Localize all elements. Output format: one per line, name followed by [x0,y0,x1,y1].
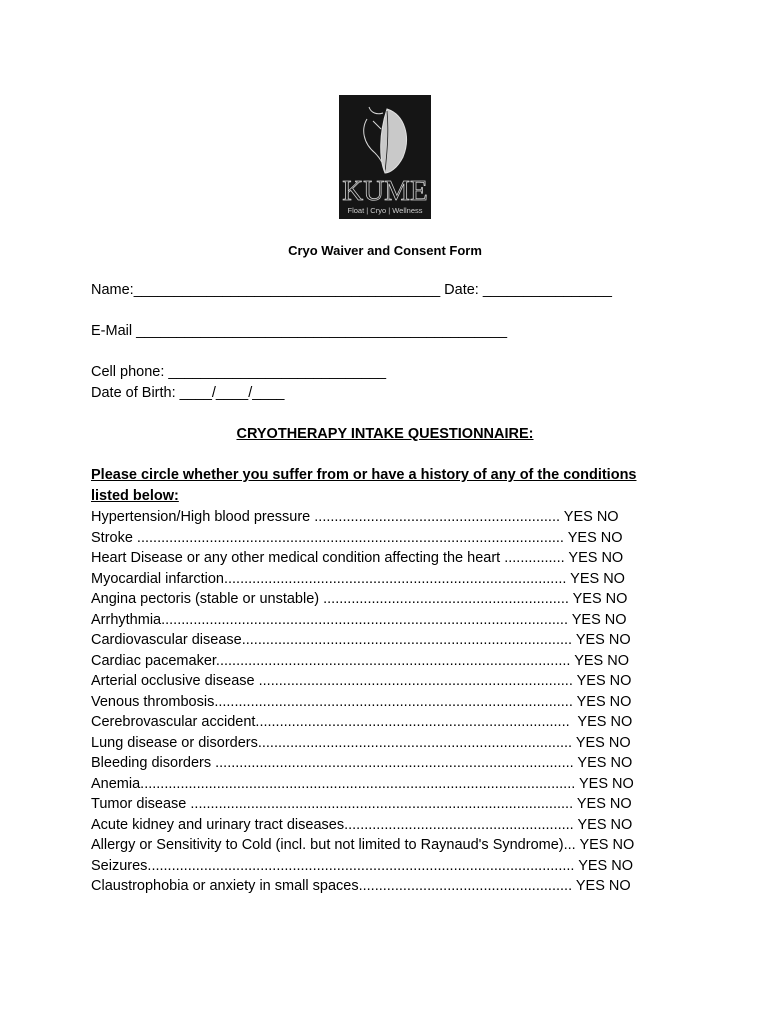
logo-tagline: Float | Cryo | Wellness [347,206,423,215]
condition-item[interactable]: Heart Disease or any other medical condition affecting the heart ............... YES NO [91,550,624,566]
condition-item[interactable]: Arterial occlusive disease .............................................................................. YES NO [91,673,632,689]
condition-item[interactable]: Myocardial infarction..................................................................................... YES NO [91,570,625,587]
condition-item[interactable]: Bleeding disorders ......................................................................................... YES NO [91,755,633,771]
condition-item[interactable]: Anemia............................................................................................................ YES NO [91,775,634,792]
cell-phone-field[interactable]: Cell phone: ___________________________ [91,364,387,380]
name-date-field[interactable]: Name:______________________________________ Date: ________________ [91,282,612,298]
email-field[interactable]: E-Mail ______________________________________________ [91,323,508,339]
condition-item[interactable]: Stroke .......................................................................................................... YES NO [91,529,623,546]
condition-item[interactable]: Tumor disease ............................................................................................... YES NO [91,796,632,812]
condition-item[interactable]: Venous thrombosis......................................................................................... YES NO [91,693,632,710]
leaf-icon [357,103,413,177]
kume-logo [339,95,431,219]
condition-item[interactable]: Lung disease or disorders.............................................................................. YES NO [91,734,631,751]
date-of-birth-field[interactable]: Date of Birth: ____/____/____ [91,385,285,401]
condition-item[interactable]: Seizures.......................................................................................................... YES NO [91,857,634,874]
conditions-list [91,507,634,897]
condition-item[interactable]: Claustrophobia or anxiety in small spaces..................................................... YES NO [91,878,631,894]
logo-wordmark: KUME [342,175,428,207]
condition-item[interactable]: Arrhythmia..................................................................................................... YES NO [91,611,627,628]
condition-item[interactable]: Cerebrovascular accident.............................................................................. YES NO [91,714,633,730]
condition-item[interactable]: Acute kidney and urinary tract diseases......................................................... YES NO [91,816,633,833]
questionnaire-instruction: Please circle whether you suffer from or have a history of any of the conditions listed below: [91,467,637,504]
condition-item[interactable]: Cardiac pacemaker........................................................................................ YES NO [91,652,629,669]
condition-item[interactable]: Hypertension/High blood pressure ............................................................. YES NO [91,509,619,525]
condition-item[interactable]: Cardiovascular disease.................................................................................. YES NO [91,632,631,648]
form-title: Cryo Waiver and Consent Form [288,243,482,258]
questionnaire-heading: CRYOTHERAPY INTAKE QUESTIONNAIRE: [236,426,534,442]
condition-item[interactable]: Allergy or Sensitivity to Cold (incl. but not limited to Raynaud's Syndrome)... YES NO [91,837,635,853]
condition-item[interactable]: Angina pectoris (stable or unstable) ............................................................. YES NO [91,591,628,607]
